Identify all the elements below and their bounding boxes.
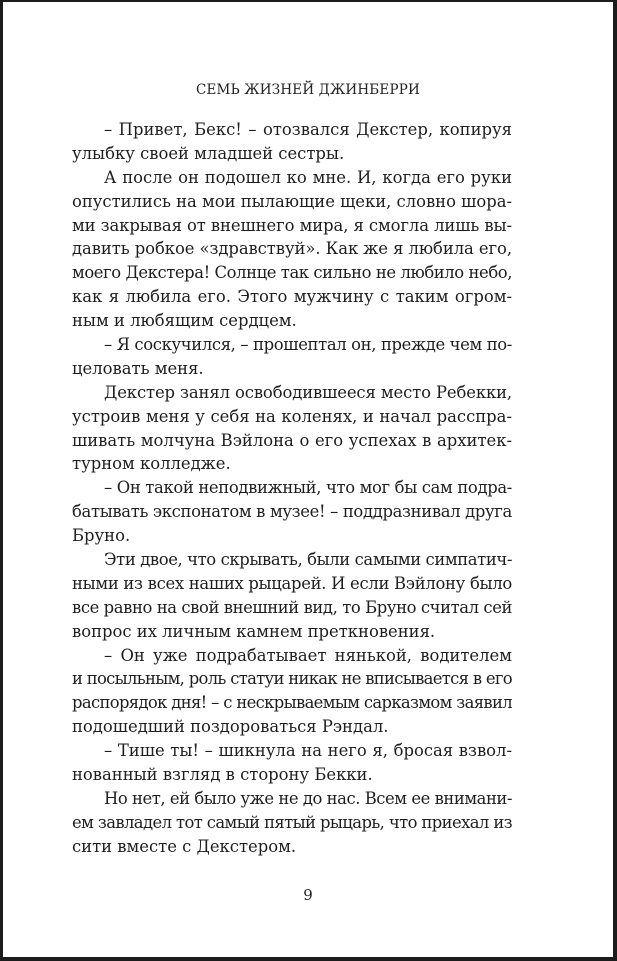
text-line: А после он подошел ко мне. И, когда его руки: [104, 167, 512, 187]
book-page: [3, 2, 613, 957]
text-line: шивать молчуна Вэйлона о его успехах в архитек-: [72, 430, 512, 450]
text-line: давить робкое «здравствуй». Как же я любила его,: [72, 239, 512, 259]
text-line: – Он уже подрабатывает нянькой, водителем: [104, 645, 512, 665]
text-line: сити вместе с Декстером.: [72, 836, 297, 856]
text-line: – Привет, Бекс! – отозвался Декстер, копируя: [104, 120, 512, 139]
text-line: вопрос их личным камнем преткновения.: [72, 621, 436, 641]
text-line: и посыльным, роль статуи никак не вписывается в его: [72, 669, 512, 689]
body-text: [72, 118, 512, 859]
text-line: распорядок дня! – с нескрываемым сарказмом заявил: [72, 693, 512, 713]
text-line: как я любила его. Этого мужчину с таким огром-: [72, 287, 512, 307]
text-line: батывать экспонатом в музее! – поддразнивал друга: [72, 502, 512, 522]
text-line: – Он такой неподвижный, что мог бы сам подра-: [104, 478, 512, 498]
text-line: улыбку своей младшей сестры.: [72, 143, 345, 163]
paragraph: [72, 381, 512, 477]
text-line: – Я соскучился, – прошептал он, прежде чем по-: [104, 335, 512, 355]
paragraph: [72, 118, 512, 166]
text-line: целовать меня.: [72, 358, 204, 378]
paragraph: [72, 644, 512, 740]
text-line: турном колледже.: [72, 454, 231, 474]
text-line: Эти двое, что скрывать, были самыми симпатич-: [104, 550, 512, 570]
text-line: все равно на свой внешний вид, то Бруно считал сей: [72, 597, 512, 617]
page-number: 9: [303, 886, 313, 904]
paragraph: [72, 787, 512, 859]
text-line: подошедший поздороваться Рэндал.: [72, 717, 389, 737]
text-line: – Тише ты! – шикнула на него я, бросая взвол-: [104, 741, 512, 761]
running-head: СЕМЬ ЖИЗНЕЙ ДЖИНБЕРРИ: [195, 82, 421, 98]
text-line: ными из всех наших рыцарей. И если Вэйлону было: [72, 573, 512, 593]
paragraph: [72, 166, 512, 333]
text-line: Декстер занял освободившееся место Ребекки,: [104, 382, 512, 402]
text-line: моего Декстера! Солнце так сильно не любило небо,: [72, 263, 512, 283]
paragraph: [72, 333, 512, 381]
text-line: Но нет, ей было уже не до нас. Всем ее внимани-: [104, 788, 512, 808]
paragraph: [72, 476, 512, 548]
paragraph: [72, 739, 512, 787]
text-line: ным и любящим сердцем.: [72, 311, 297, 331]
paragraph: [72, 548, 512, 644]
text-line: нованный взгляд в сторону Бекки.: [72, 765, 373, 785]
text-line: Бруно.: [72, 526, 131, 546]
text-line: опустились на мои пылающие щеки, словно шора-: [72, 191, 512, 211]
text-line: устроив меня у себя на коленях, и начал расспра-: [72, 406, 512, 426]
text-line: ми закрывая от внешнего мира, я смогла лишь вы-: [72, 215, 512, 235]
text-line: ем завладел тот самый пятый рыцарь, что приехал из: [72, 812, 512, 832]
